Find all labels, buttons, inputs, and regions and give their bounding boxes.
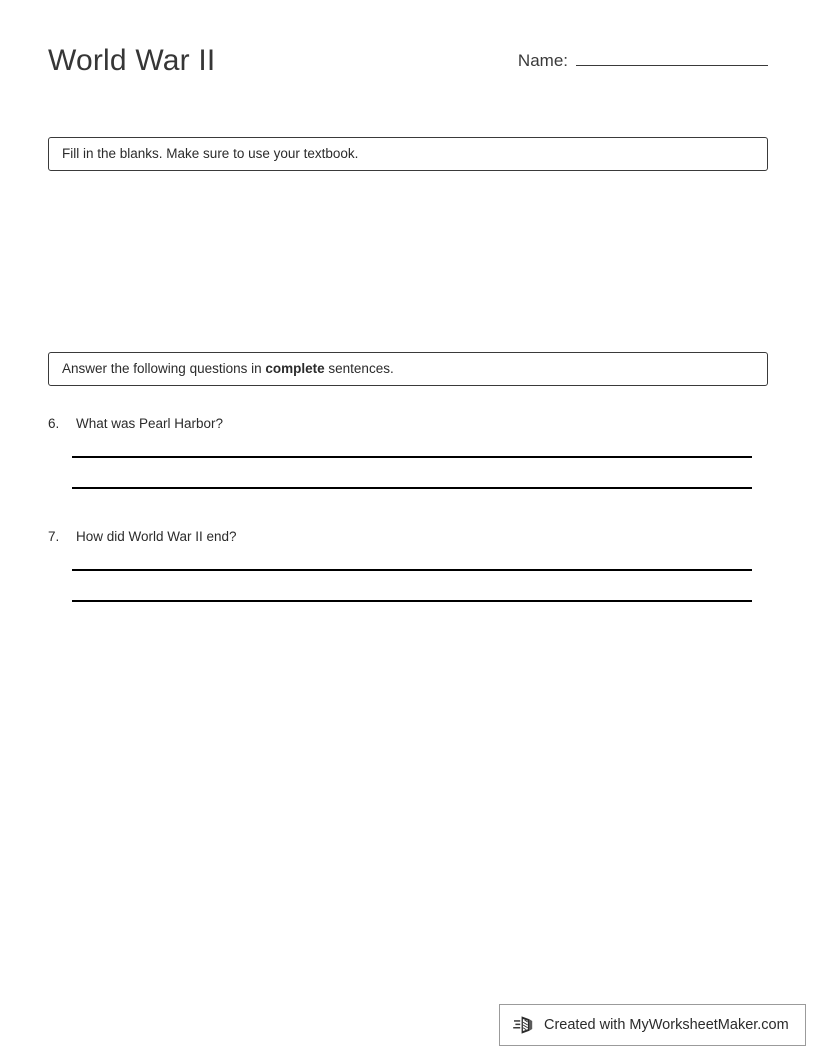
footer-credit-badge[interactable] [499, 1004, 806, 1046]
worksheet-header [48, 40, 768, 96]
answer-line[interactable] [72, 456, 752, 458]
name-label: Name: [517, 51, 568, 70]
footer-credit-text: Created with MyWorksheetMaker.com [544, 1017, 789, 1033]
question-number: 7. [48, 529, 60, 544]
question-block [48, 416, 768, 489]
answer-line[interactable] [72, 600, 752, 602]
instruction-text-emphasis: complete [265, 361, 325, 377]
fill-in-blanks-work-area [48, 180, 768, 340]
page-title: World War II [48, 44, 216, 77]
instruction-text-suffix: sentences. [324, 361, 394, 377]
worksheet-maker-logo-icon [512, 1013, 536, 1037]
answer-lines [72, 551, 752, 602]
answer-line[interactable] [72, 569, 752, 571]
question-row [48, 416, 768, 438]
question-text: How did World War II end? [76, 529, 237, 544]
instruction-box-fill-in-blanks [48, 137, 768, 171]
instruction-box-complete-sentences [48, 352, 768, 386]
answer-lines [72, 438, 752, 489]
question-block [48, 529, 768, 602]
question-number: 6. [48, 416, 60, 431]
answer-line[interactable] [72, 487, 752, 489]
instruction-text-prefix: Answer the following questions in [62, 361, 266, 377]
question-text: What was Pearl Harbor? [76, 416, 224, 431]
name-field-group [518, 51, 768, 71]
name-input-blank[interactable] [576, 51, 768, 66]
question-row [48, 529, 768, 551]
instruction-text [62, 362, 394, 376]
instruction-text: Fill in the blanks. Make sure to use your textbook. [62, 146, 359, 162]
